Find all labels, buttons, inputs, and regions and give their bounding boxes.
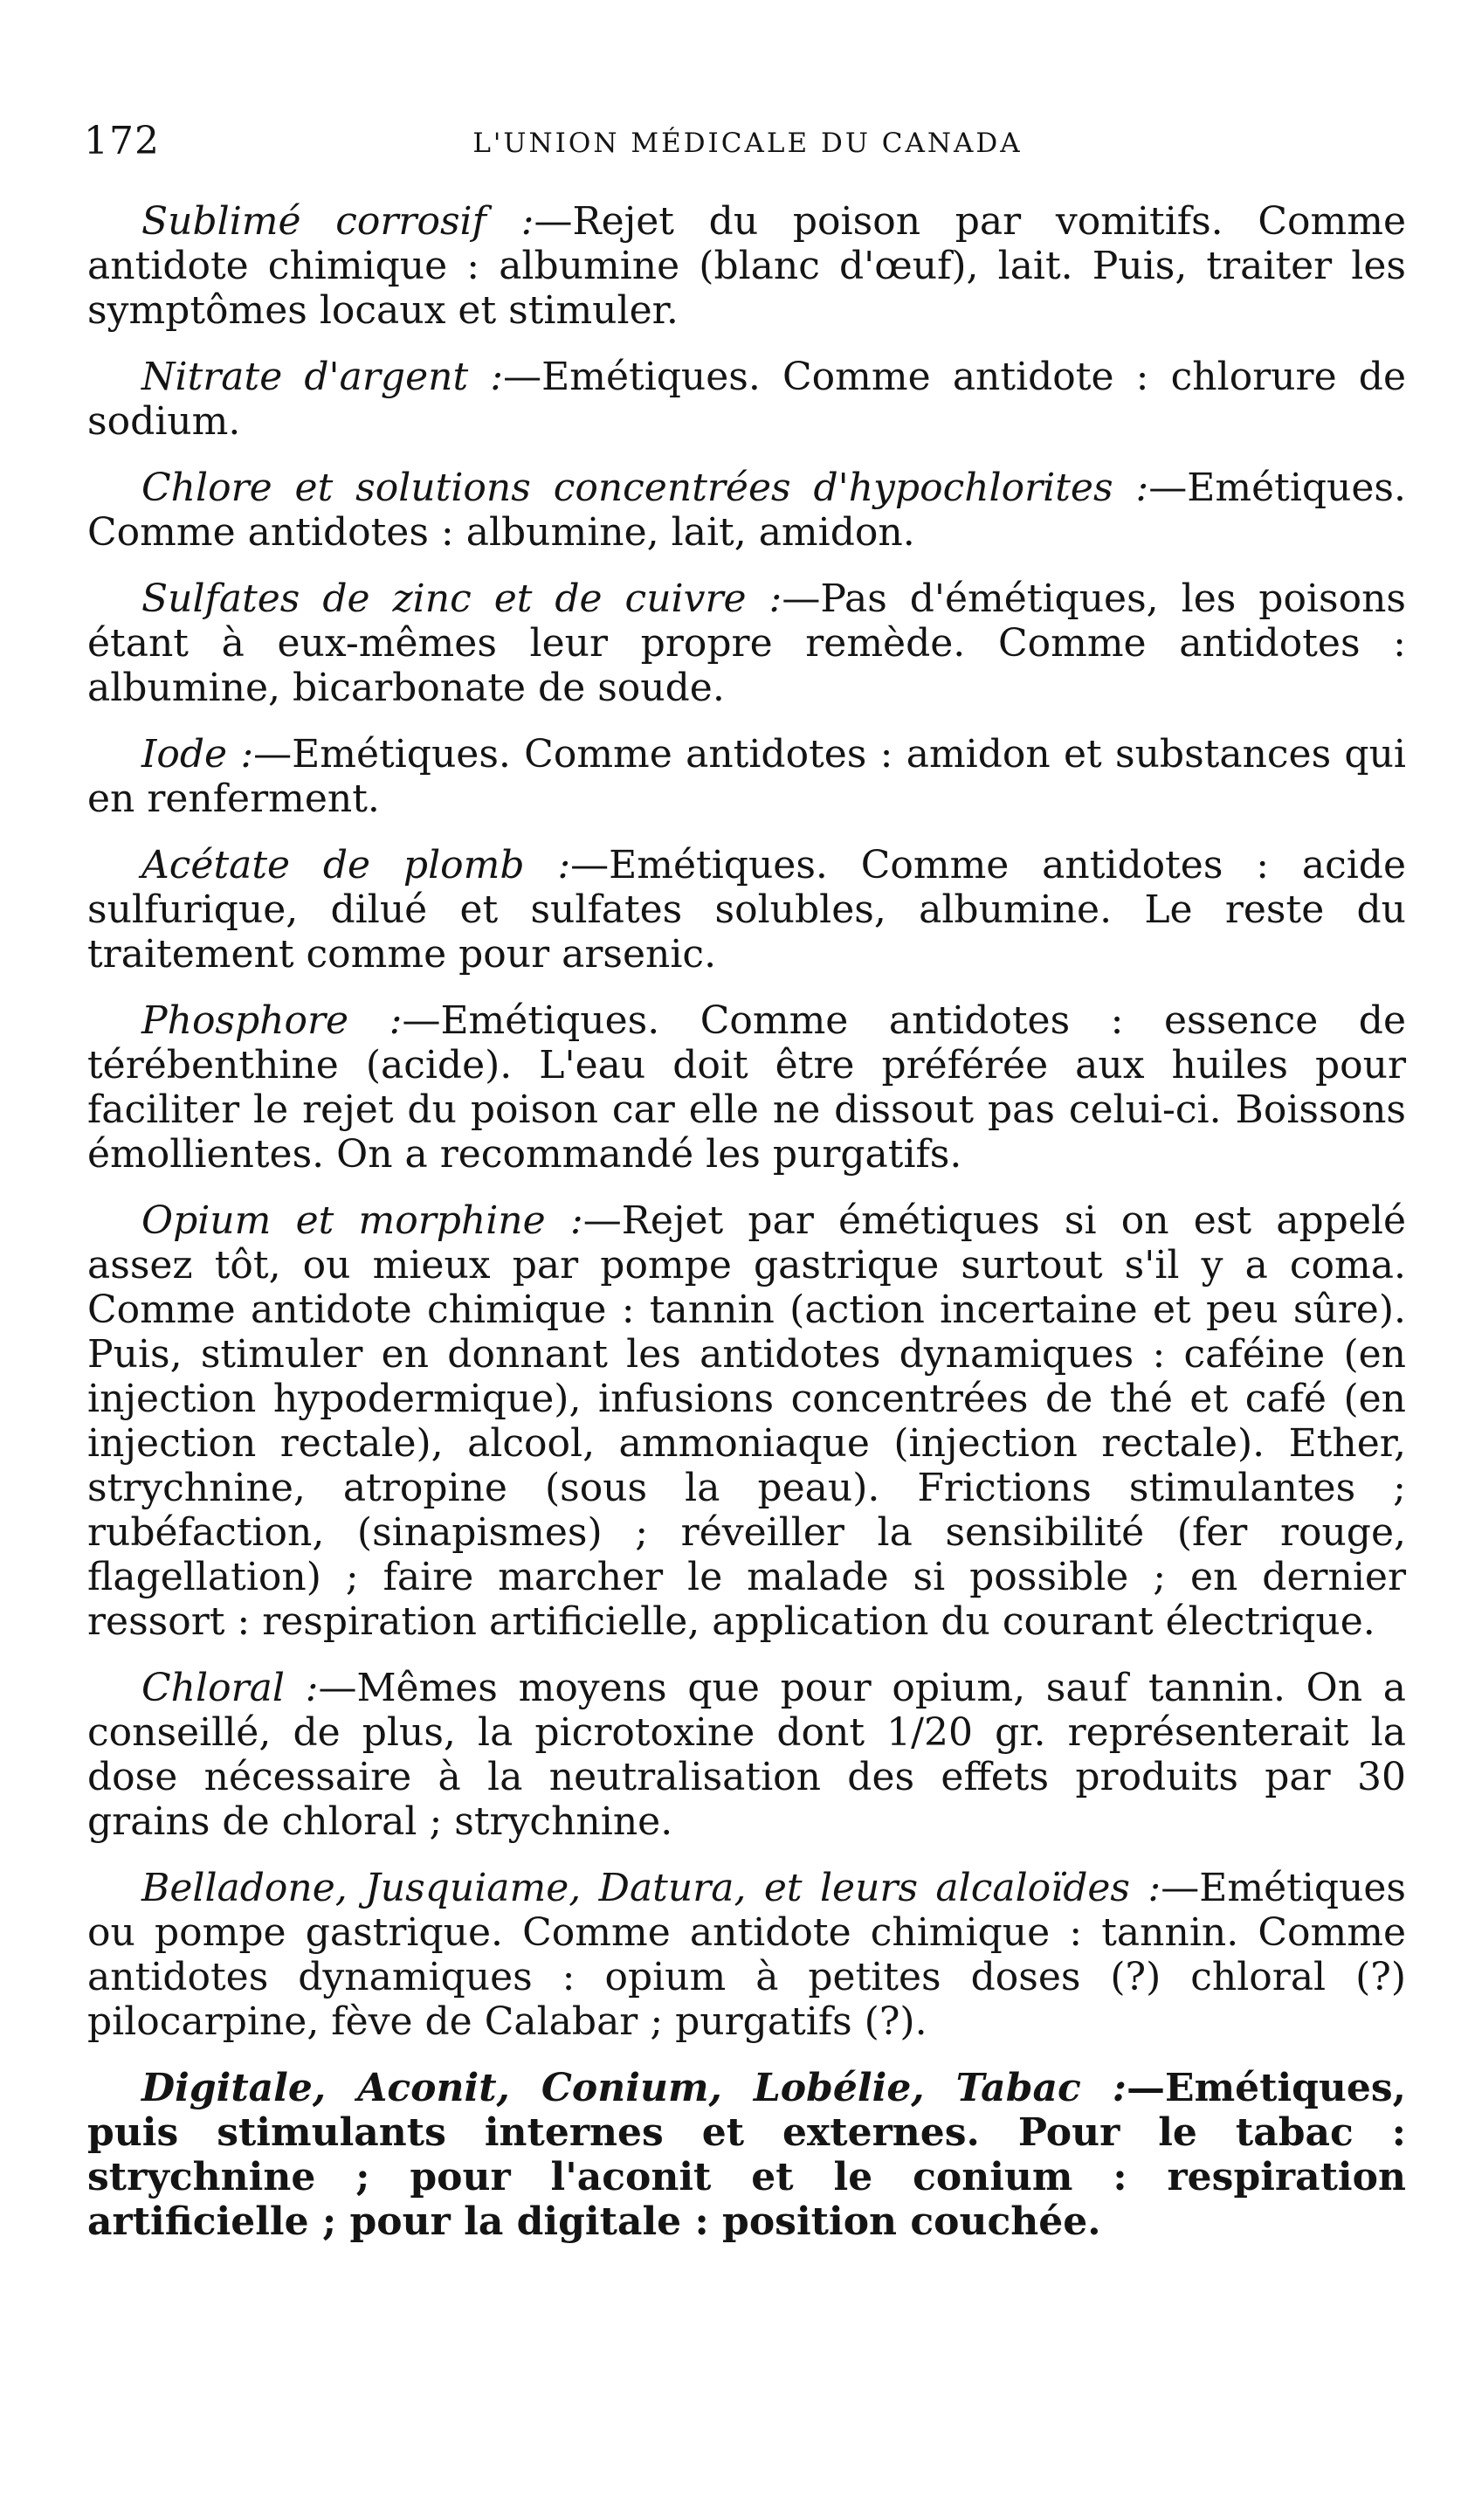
entry-term: Digitale, Aconit, Conium, Lobélie, Tabac : bbox=[141, 2066, 1127, 2110]
entries-body bbox=[87, 199, 1406, 2266]
entry-nitrate-argent bbox=[87, 355, 1406, 444]
running-title: L'UNION MÉDICALE DU CANADA bbox=[472, 128, 1023, 159]
entry-belladone bbox=[87, 1866, 1406, 2044]
entry-term: Acétate de plomb : bbox=[141, 843, 571, 887]
entry-sublime-corrosif bbox=[87, 199, 1406, 333]
entry-term: Phosphore : bbox=[141, 998, 403, 1043]
entry-text: —Emétiques ou pompe gastrique. Comme antidote chimique : tannin. Comme antidotes dynamiques : opium à petites doses (?) chloral (?) pilocarpine, fève de Calabar ; purgatifs (?). bbox=[87, 1866, 1406, 2044]
entry-iode bbox=[87, 732, 1406, 821]
entry-text: —Mêmes moyens que pour opium, sauf tannin. On a conseillé, de plus, la picrotoxine dont 1/20 gr. représenterait la dose nécessaire à la neutralisation des effets produits par 30 grains de chloral ; strychnine. bbox=[87, 1666, 1407, 1844]
entry-text: —Emétiques, puis stimulants internes et externes. Pour le tabac : strychnine ; pour l'aconit et le conium : respiration artificielle ; pour la digitale : position couchée. bbox=[87, 2066, 1406, 2244]
page-header bbox=[84, 112, 1411, 173]
entry-phosphore bbox=[87, 998, 1406, 1177]
entry-digitale bbox=[87, 2066, 1406, 2244]
entry-text: —Emétiques. Comme antidotes : essence de térébenthine (acide). L'eau doit être préférée aux huiles pour faciliter le rejet du poison car elle ne dissout pas celui-ci. Boissons émollientes. On a recommandé les purgatifs. bbox=[87, 998, 1407, 1177]
entry-term: Chloral : bbox=[141, 1666, 319, 1710]
entry-term: Chlore et solutions concentrées d'hypochlorites : bbox=[141, 466, 1149, 510]
entry-opium-morphine bbox=[87, 1198, 1406, 1644]
entry-term: Nitrate d'argent : bbox=[141, 355, 504, 399]
entry-chlore bbox=[87, 466, 1406, 555]
entry-text: —Rejet du poison par vomitifs. Comme antidote chimique : albumine (blanc d'œuf), lait. Puis, traiter les symptômes locaux et stimuler. bbox=[87, 199, 1406, 333]
entry-term: Iode : bbox=[141, 732, 254, 777]
entry-text: —Emétiques. Comme antidotes : amidon et substances qui en renferment. bbox=[87, 732, 1407, 821]
entry-term: Opium et morphine : bbox=[141, 1198, 583, 1243]
entry-term: Sulfates de zinc et de cuivre : bbox=[141, 576, 782, 621]
entry-text: —Emétiques. Comme antidotes : albumine, lait, amidon. bbox=[87, 466, 1406, 555]
entry-text: —Emétiques. Comme antidote : chlorure de sodium. bbox=[87, 355, 1406, 444]
entry-term: Belladone, Jusquiame, Datura, et leurs alcaloïdes : bbox=[141, 1866, 1161, 1910]
page-number: 172 bbox=[84, 119, 160, 163]
entry-term: Sublimé corrosif : bbox=[141, 199, 534, 244]
entry-text: —Pas d'émétiques, les poisons étant à eux-mêmes leur propre remède. Comme antidotes : albumine, bicarbonate de soude. bbox=[87, 576, 1406, 710]
entry-acetate-plomb bbox=[87, 843, 1406, 977]
entry-sulfates bbox=[87, 576, 1406, 710]
entry-chloral bbox=[87, 1666, 1406, 1844]
entry-text: —Emétiques. Comme antidotes : acide sulfurique, dilué et sulfates solubles, albumine. Le reste du traitement comme pour arsenic. bbox=[87, 843, 1407, 977]
entry-text: —Rejet par émétiques si on est appelé assez tôt, ou mieux par pompe gastrique surtout s'il y a coma. Comme antidote chimique : tannin (action incertaine et peu sûre). Puis, stimuler en donnant les antidotes dynamiques : caféine (en injection hypodermique), infusions concentrées de thé et café (en injection rectale), alcool, ammoniaque (injection rectale). Ether, strychnine, atropine (sous la peau). Frictions stimulantes ; rubéfaction, (sinapismes) ; réveiller la sensibilité (fer rouge, flagellation) ; faire marcher le malade si possible ; en dernier ressort : respiration artificielle, application du courant électrique. bbox=[87, 1198, 1406, 1644]
